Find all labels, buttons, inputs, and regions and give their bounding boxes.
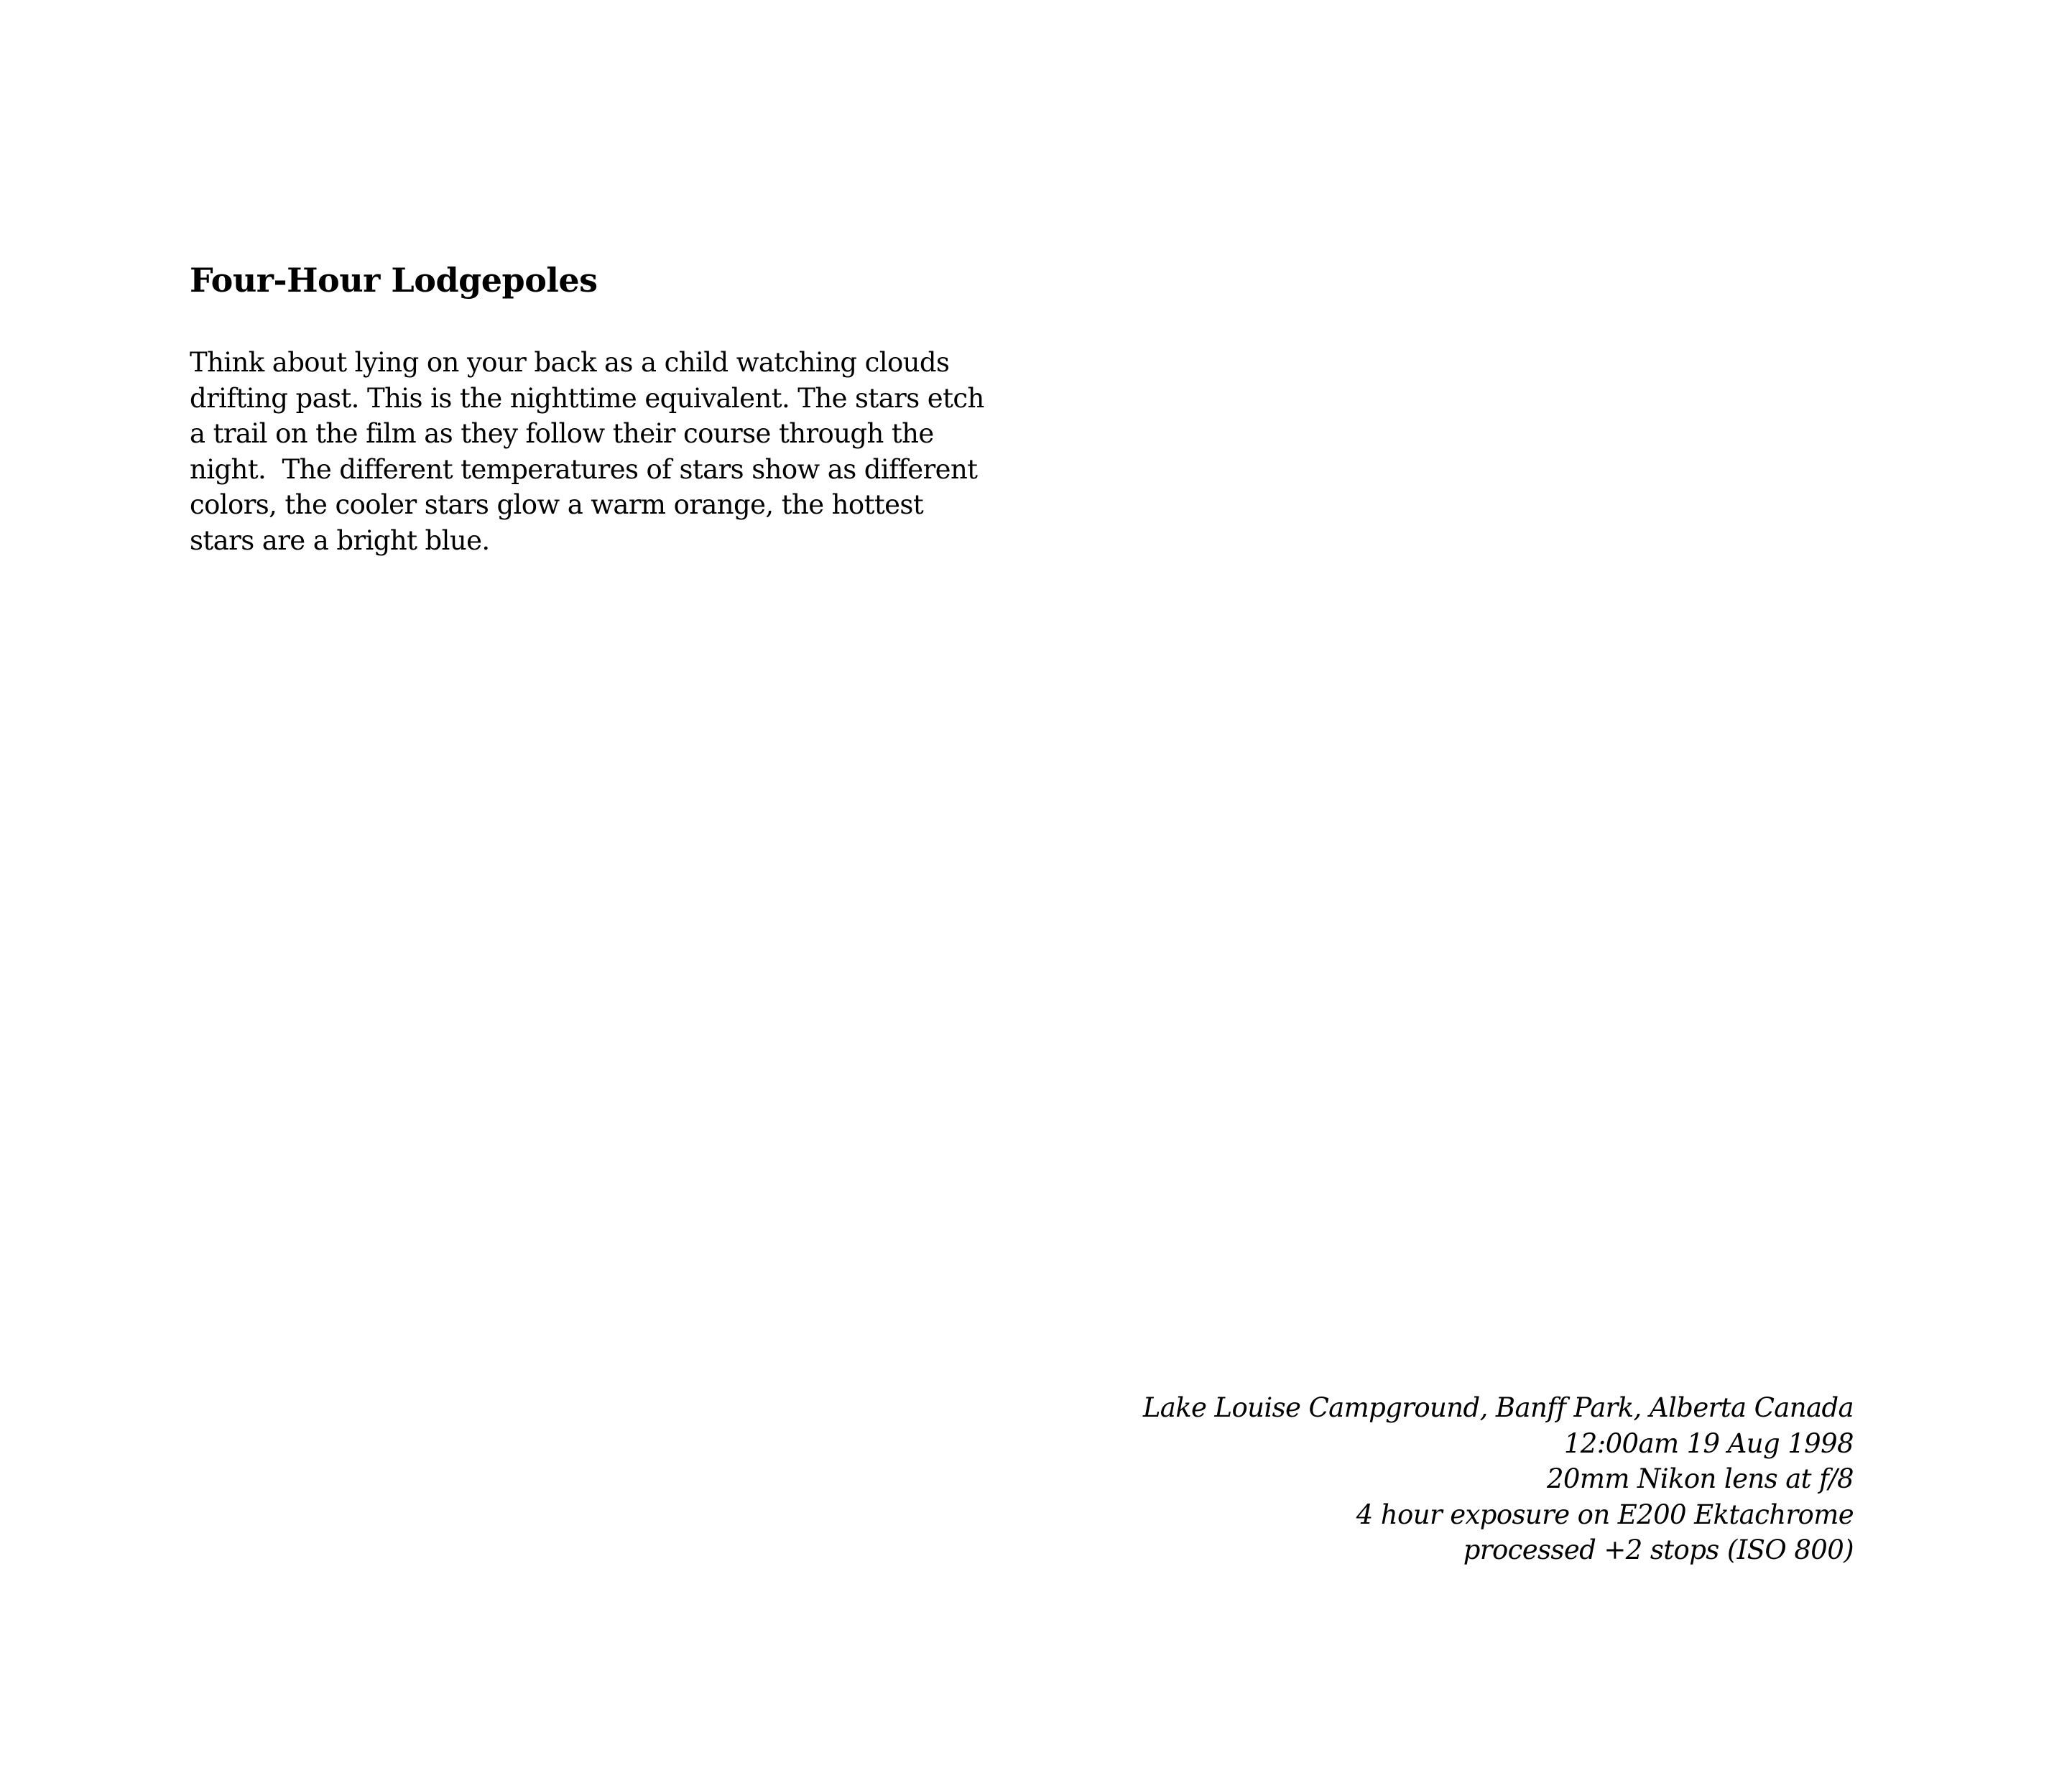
page-title: Four-Hour Lodgepoles: [190, 261, 598, 300]
body-paragraph: [190, 345, 1016, 558]
photo-caption: [1143, 1390, 1854, 1568]
caption-exposure: 4 hour exposure on E200 Ektachrome: [1356, 1499, 1854, 1530]
caption-processing: processed +2 stops (ISO 800): [1463, 1534, 1854, 1565]
caption-lens: 20mm Nikon lens at f/8: [1546, 1463, 1854, 1494]
body-line: Think about lying on your back as a child watching clouds: [190, 347, 950, 378]
caption-location: Lake Louise Campground, Banff Park, Alberta Canada: [1142, 1392, 1854, 1423]
body-line: colors, the cooler stars glow a warm orange, the hottest: [190, 489, 924, 520]
caption-datetime: 12:00am 19 Aug 1998: [1563, 1427, 1854, 1459]
body-line: a trail on the film as they follow their course through the: [190, 418, 934, 449]
body-line: stars are a bright blue.: [190, 524, 490, 556]
body-line: drifting past. This is the nighttime equivalent. The stars etch: [190, 382, 984, 414]
body-line: night. The different temperatures of stars show as different: [190, 453, 978, 485]
